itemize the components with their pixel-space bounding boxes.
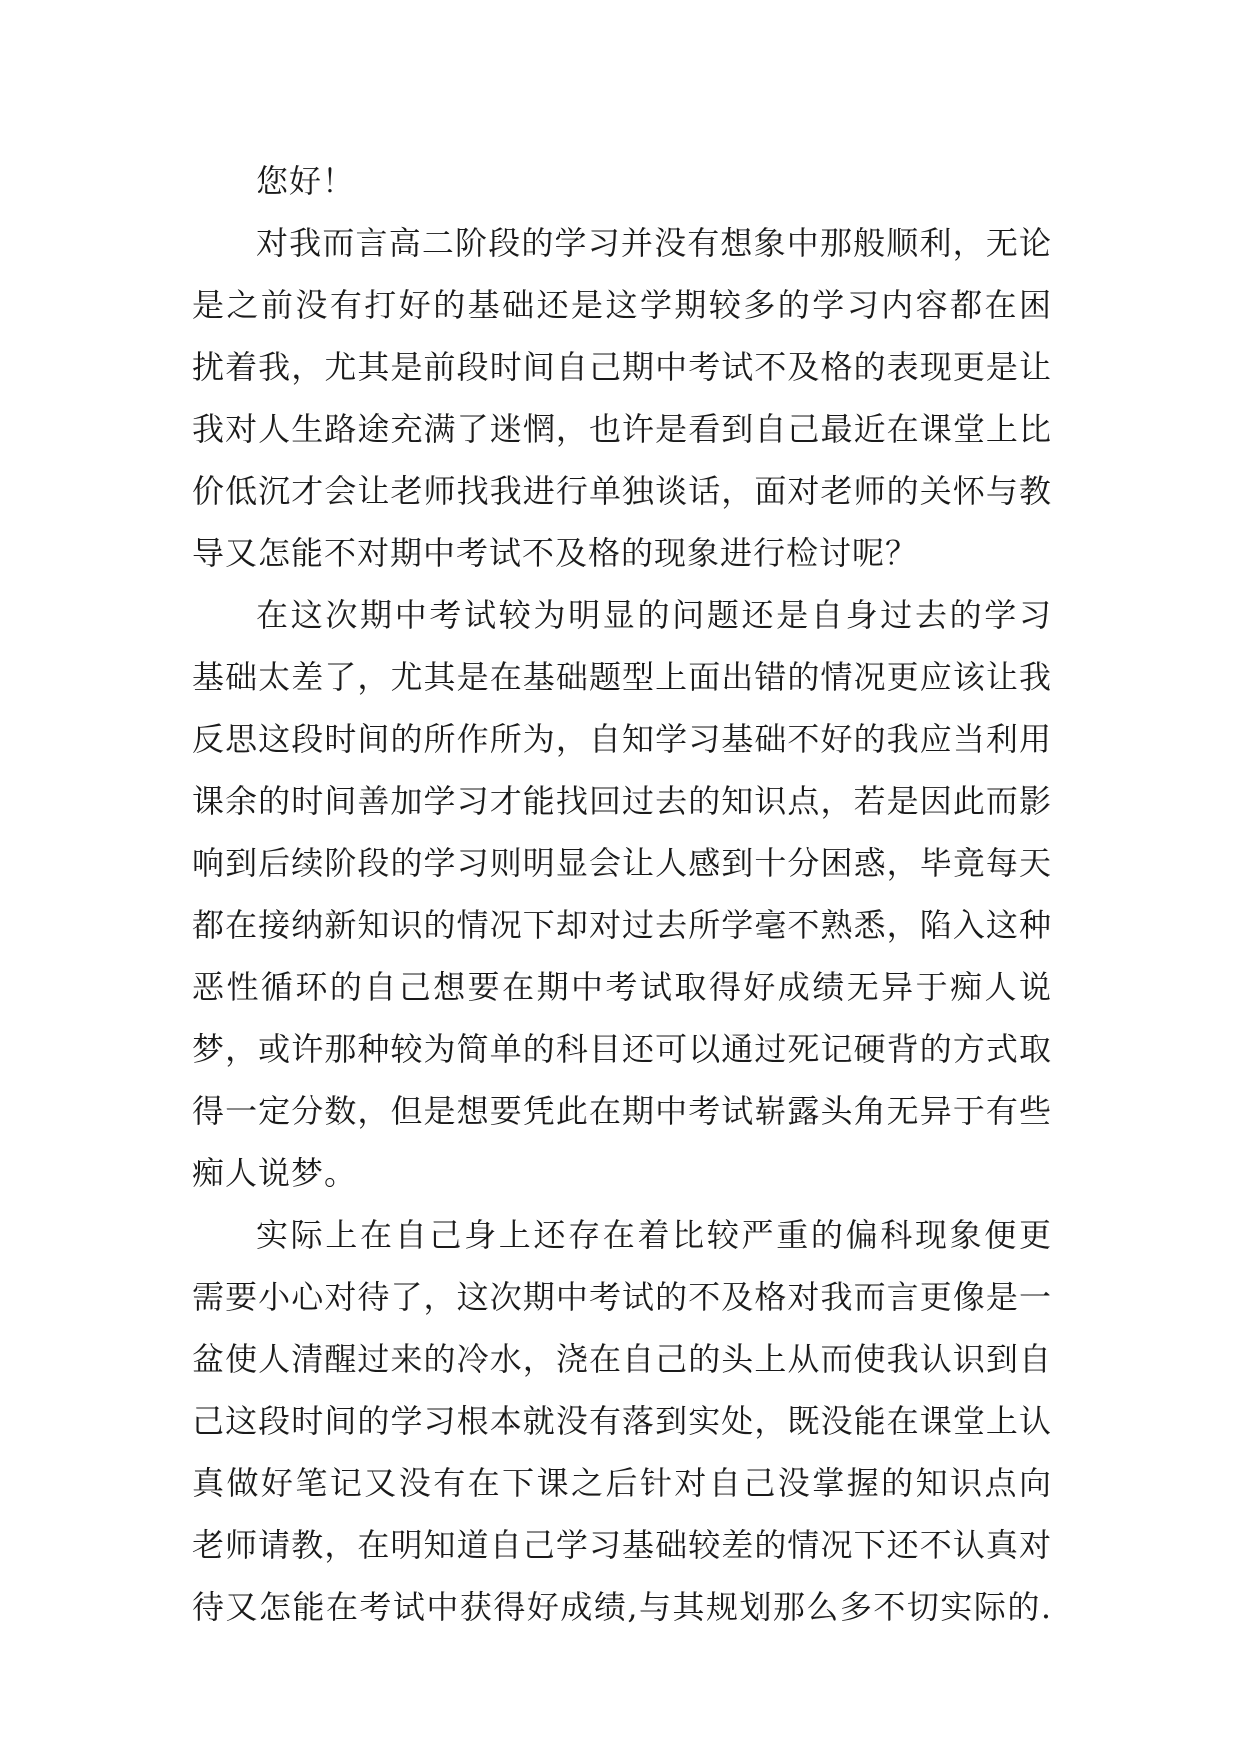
text-line: 是之前没有打好的基础还是这学期较多的学习内容都在困	[192, 286, 1052, 324]
text-line: 实际上在自己身上还存在着比较严重的偏科现象便更	[256, 1216, 1052, 1254]
text-line: 真做好笔记又没有在下课之后针对自己没掌握的知识点向	[192, 1464, 1052, 1502]
text-line: 梦，或许那种较为简单的科目还可以通过死记硬背的方式取	[192, 1030, 1052, 1068]
text-line: 基础太差了，尤其是在基础题型上面出错的情况更应该让我	[192, 658, 1052, 696]
paragraph-3	[192, 1204, 1052, 1638]
text-line: 都在接纳新知识的情况下却对过去所学毫不熟悉，陷入这种	[192, 906, 1052, 944]
text-line: 反思这段时间的所作所为，自知学习基础不好的我应当利用	[192, 720, 1052, 758]
paragraph-1	[192, 212, 1052, 584]
text-line: 扰着我，尤其是前段时间自己期中考试不及格的表现更是让	[192, 348, 1052, 386]
text-line: 恶性循环的自己想要在期中考试取得好成绩无异于痴人说	[192, 968, 1052, 1006]
letter-body	[192, 150, 1052, 1638]
text-line: 响到后续阶段的学习则明显会让人感到十分困惑，毕竟每天	[192, 844, 1052, 882]
text-line: 需要小心对待了，这次期中考试的不及格对我而言更像是一	[192, 1278, 1052, 1316]
text-line: 对我而言高二阶段的学习并没有想象中那般顺利，无论	[256, 224, 1052, 262]
text-line: 己这段时间的学习根本就没有落到实处，既没能在课堂上认	[192, 1402, 1052, 1440]
text-line: 课余的时间善加学习才能找回过去的知识点，若是因此而影	[192, 782, 1052, 820]
text-line: 价低沉才会让老师找我进行单独谈话，面对老师的关怀与教	[192, 472, 1052, 510]
text-line: 导又怎能不对期中考试不及格的现象进行检讨呢？	[192, 534, 919, 572]
text-line: 盆使人清醒过来的冷水，浇在自己的头上从而使我认识到自	[192, 1340, 1052, 1378]
text-line: 痴人说梦。	[192, 1154, 358, 1192]
text-line: 我对人生路途充满了迷惘，也许是看到自己最近在课堂上比	[192, 410, 1052, 448]
text-line: 待又怎能在考试中获得好成绩,与其规划那么多不切实际的.	[192, 1588, 1052, 1626]
text-line: 在这次期中考试较为明显的问题还是自身过去的学习	[256, 596, 1052, 634]
text-line: 老师请教，在明知道自己学习基础较差的情况下还不认真对	[192, 1526, 1052, 1564]
text-line: 得一定分数，但是想要凭此在期中考试崭露头角无异于有些	[192, 1092, 1052, 1130]
paragraph-2	[192, 584, 1052, 1204]
greeting-line: 您好！	[256, 162, 356, 200]
